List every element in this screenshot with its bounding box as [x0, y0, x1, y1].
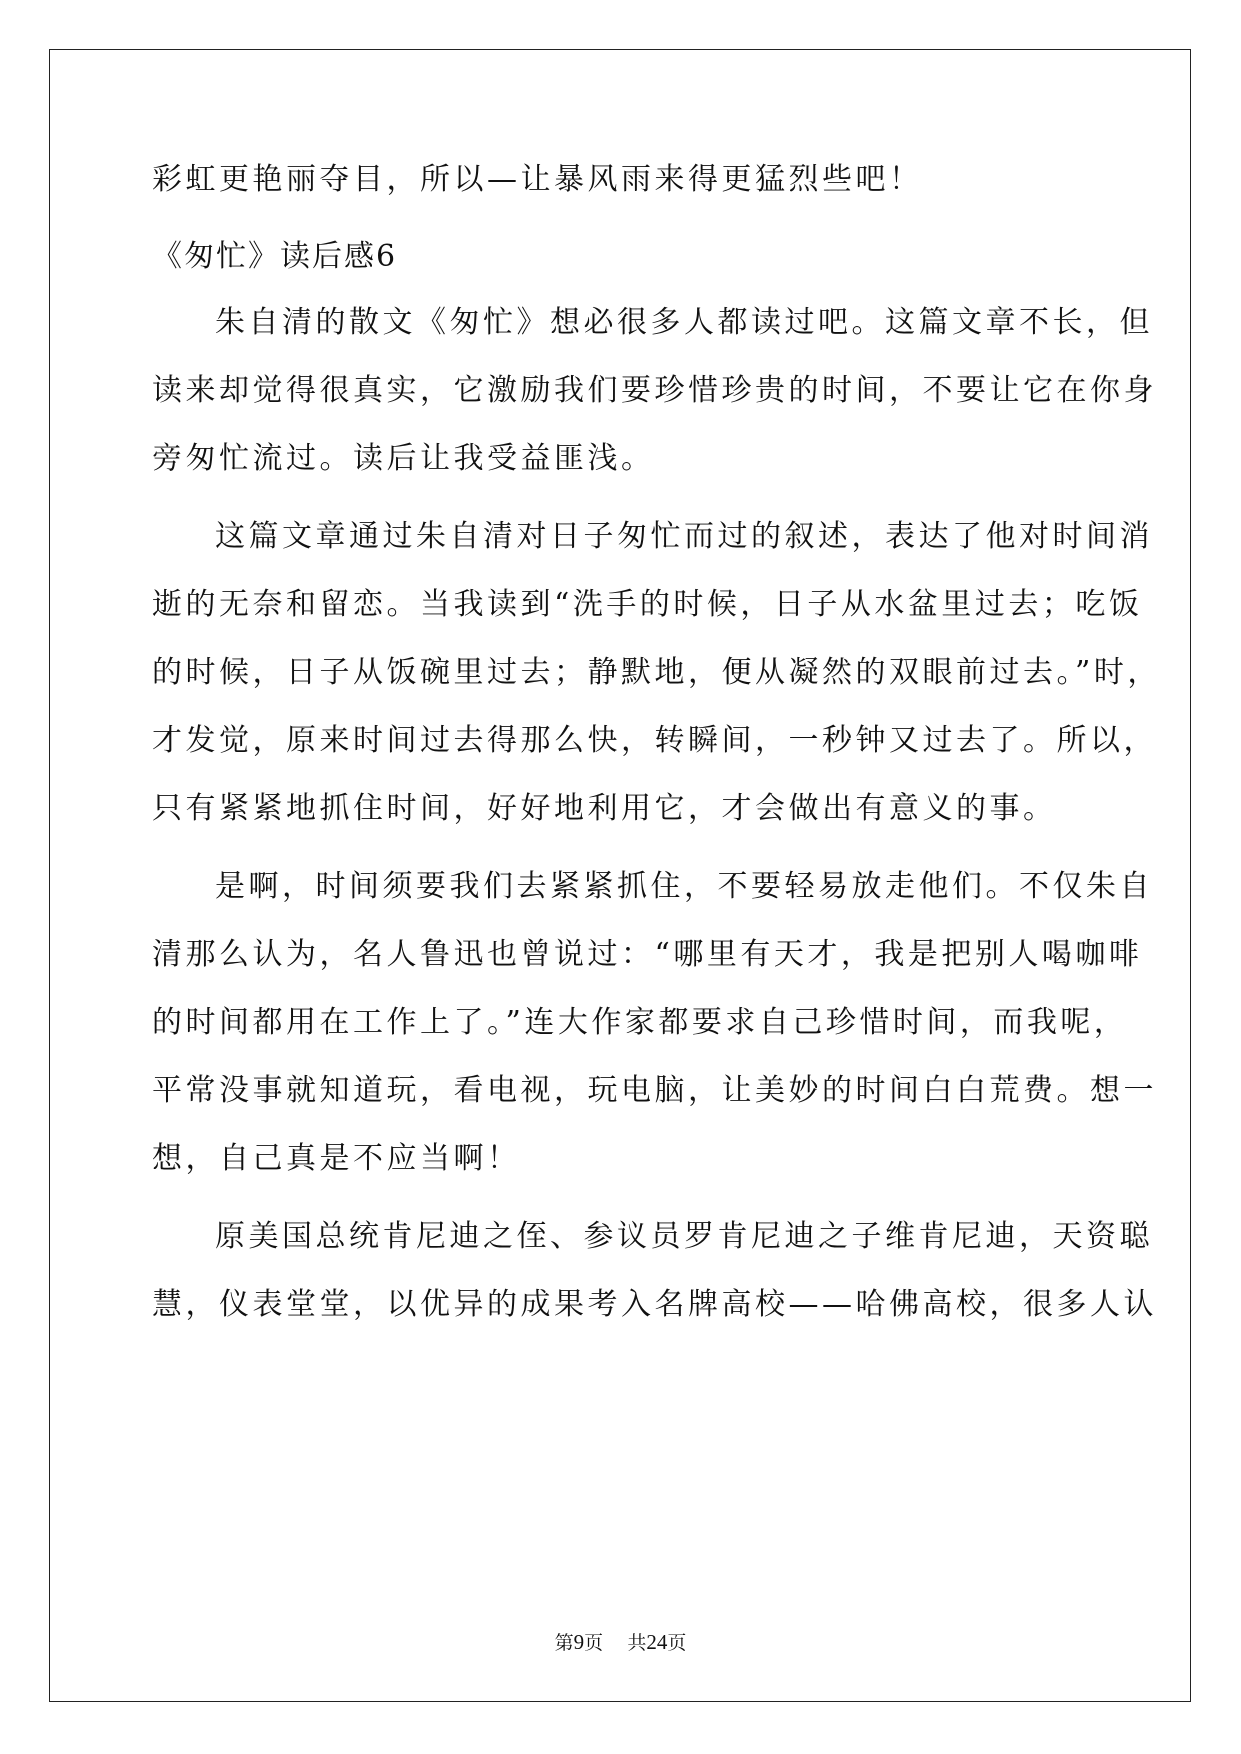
text-line: 的时候，日子从饭碗里过去；静默地，便从凝然的双眼前过去。”时，: [152, 655, 1161, 690]
text-line: 这篇文章通过朱自清对日子匆忙而过的叙述，表达了他对时间消: [215, 519, 1153, 554]
text-line: 只有紧紧地抓住时间，好好地利用它，才会做出有意义的事。: [152, 791, 1057, 826]
text-line: 的时间都用在工作上了。”连大作家都要求自己珍惜时间，而我呢，: [152, 1005, 1128, 1040]
text-line: 彩虹更艳丽夺目，所以—让暴风雨来得更猛烈些吧！: [152, 162, 923, 197]
text-line: 想，自己真是不应当啊！: [152, 1141, 521, 1176]
text-line: 才发觉，原来时间过去得那么快，转瞬间，一秒钟又过去了。所以，: [152, 723, 1157, 758]
text-line: 是啊，时间须要我们去紧紧抓住，不要轻易放走他们。不仅朱自: [215, 869, 1153, 904]
footer-total-suffix: 页: [667, 1632, 687, 1654]
text-line: 旁匆忙流过。读后让我受益匪浅。: [152, 441, 655, 476]
footer-prefix: 第: [554, 1632, 574, 1654]
current-page-number: 9: [573, 1630, 585, 1654]
text-line: 清那么认为，名人鲁迅也曾说过：“哪里有天才，我是把别人喝咖啡: [152, 937, 1143, 972]
footer-total-prefix: 共: [627, 1632, 647, 1654]
section-heading: 《匆忙》读后感6: [152, 239, 398, 274]
page-footer: [0, 1630, 1241, 1655]
text-line: 逝的无奈和留恋。当我读到“洗手的时候，日子从水盆里过去；吃饭: [152, 587, 1143, 622]
footer-page-suffix: 页: [584, 1632, 604, 1654]
total-page-count: 24: [646, 1630, 668, 1654]
text-line: 朱自清的散文《匆忙》想必很多人都读过吧。这篇文章不长，但: [215, 305, 1153, 340]
text-line: 原美国总统肯尼迪之侄、参议员罗肯尼迪之子维肯尼迪，天资聪: [215, 1219, 1153, 1254]
text-line: 慧，仪表堂堂，以优异的成果考入名牌高校——哈佛高校，很多人认: [152, 1287, 1157, 1322]
text-line: 平常没事就知道玩，看电视，玩电脑，让美妙的时间白白荒费。想一: [152, 1073, 1157, 1108]
text-line: 读来却觉得很真实，它激励我们要珍惜珍贵的时间，不要让它在你身: [152, 373, 1157, 408]
